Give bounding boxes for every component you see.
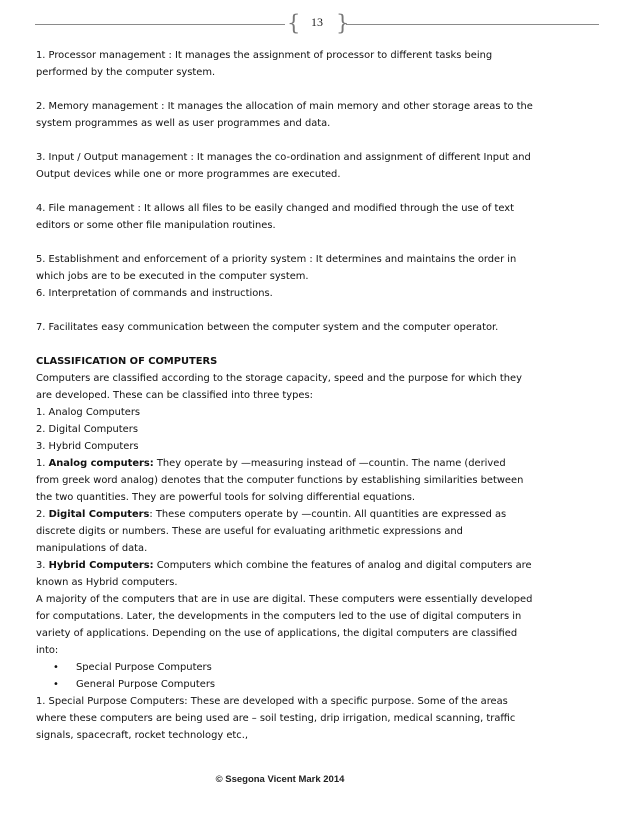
function-item: 1. Processor management : It manages the assignment of processor to different tasks being performed by the computer system. (36, 50, 493, 78)
analog-definition: 1. Analog computers: They operate by —measuring instead of —countin. The name (derived from greek word analog) denotes that the computer functions by establishing similarities between the two quantities. They are powerful tools for solving differential equations. (36, 458, 524, 503)
list-item: • Special Purpose Computers (36, 659, 606, 676)
digital-definition: 2. Digital Computers: These computers operate by —countin. All quantities are expressed as discrete digits or numbers. These are useful for evaluating arithmetic expressions and manipulations of data. (36, 509, 507, 554)
hybrid-definition: 3. Hybrid Computers: Computers which combine the features of analog and digital computers are known as Hybrid computers. (36, 560, 532, 588)
analog-term: Analog computers: (48, 458, 154, 469)
copyright-footer: © Ssegona Vicent Mark 2014 (215, 774, 345, 785)
purpose-list (36, 659, 606, 693)
page-header (35, 10, 599, 40)
list-item: • General Purpose Computers (36, 676, 606, 693)
page-number-brace-close: } (336, 11, 350, 35)
section-heading: CLASSIFICATION OF COMPUTERS (36, 356, 218, 367)
special-purpose-paragraph: 1. Special Purpose Computers: These are developed with a specific purpose. Some of the areas where these computers are being used are – soil testing, drip irrigation, medical scanning, traffic signals, spacecraft, rocket technology etc., (36, 696, 516, 741)
type-item: 1. Analog Computers (36, 407, 141, 418)
type-item: 3. Hybrid Computers (36, 441, 139, 452)
bullet-icon: • (53, 662, 59, 673)
bullet-icon: • (53, 679, 59, 690)
digital-majority-paragraph: A majority of the computers that are in use are digital. These computers were essentially developed for computations. Later, the developments in the computers led to the use of digital computers in variety of applications. Depending on the use of applications, the digital computers are classified into: (36, 594, 533, 656)
function-item: 6. Interpretation of commands and instructions. (36, 288, 273, 299)
page-number: 13 (311, 15, 323, 29)
function-item: 7. Facilitates easy communication between the computer system and the computer operator. (36, 322, 499, 333)
page-number-brace-open: { (287, 11, 301, 35)
function-item: 3. Input / Output management : It manages the co-ordination and assignment of different Input and Output devices while one or more programmes are executed. (36, 152, 531, 180)
function-item: 2. Memory management : It manages the allocation of main memory and other storage areas to the system programmes as well as user programmes and data. (36, 101, 533, 129)
hybrid-term: Hybrid Computers: (48, 560, 154, 571)
page-body (36, 47, 606, 744)
header-rule-left (35, 24, 285, 25)
digital-term: Digital Computers (48, 509, 150, 520)
type-item: 2. Digital Computers (36, 424, 138, 435)
classification-intro: Computers are classified according to the storage capacity, speed and the purpose for which they are developed. These can be classified into three types: (36, 373, 522, 401)
header-rule-right (346, 24, 599, 25)
function-item: 4. File management : It allows all files to be easily changed and modified through the use of text editors or some other file manipulation routines. (36, 203, 515, 231)
function-item: 5. Establishment and enforcement of a priority system : It determines and maintains the order in which jobs are to be executed in the computer system. (36, 254, 517, 282)
